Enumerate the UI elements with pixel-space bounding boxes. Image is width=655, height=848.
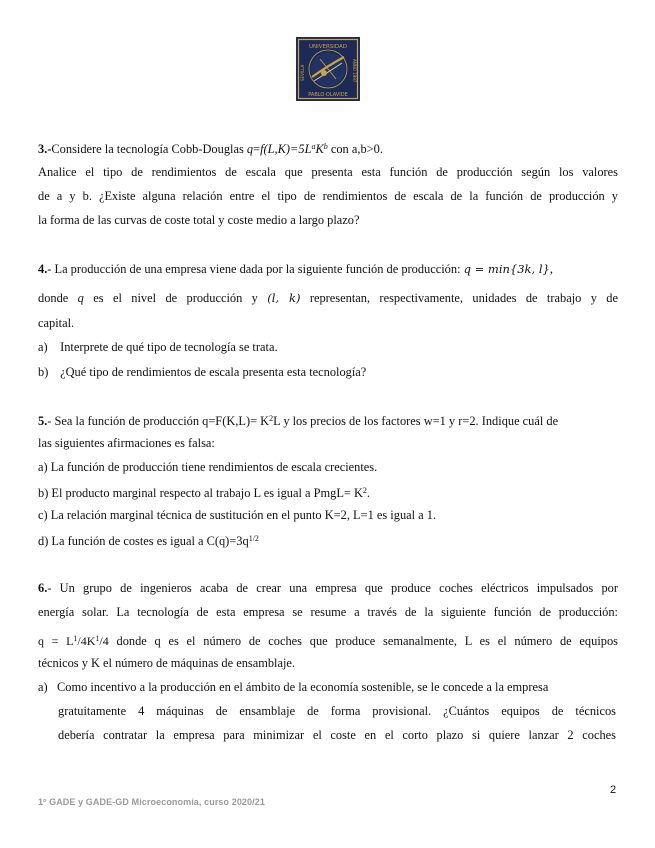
- q5-line2: las siguientes afirmaciones es falsa:: [38, 436, 215, 450]
- q4-line1: 4.- La producción de una empresa viene dada por la siguiente función de producción: q = min{3k, l},: [38, 262, 553, 276]
- q4-number: 4.: [38, 262, 48, 276]
- q4-line3: capital.: [38, 316, 75, 330]
- q4-formula: q = min{3k, l}: [463, 262, 550, 276]
- footer-course-info: 1º GADE y GADE-GD Microeconomía, curso 2020/21: [38, 797, 265, 807]
- q6-item-a-line1: a) Como incentivo a la producción en el ámbito de la economía sostenible, se le concede a la empresa: [38, 680, 549, 694]
- q3-number: 3.-: [38, 142, 52, 156]
- q4-line2: donde q es el nivel de producción y (l, k) representan, respectivamente, unidades de trabajo y de: [38, 291, 618, 305]
- logo-bottom-text: PABLO·OLAVIDE: [308, 92, 348, 98]
- q3-line3: de a y b. ¿Existe alguna relación entre el tipo de rendimientos de escala de la función de producción y: [38, 189, 618, 203]
- q5-option-d: d) La función de costes es igual a $C(q)=3q^{1/2}$: [38, 534, 259, 548]
- q5-option-a: a) La función de producción tiene rendimientos de escala crecientes.: [38, 460, 378, 474]
- q6-formula: $q = L^1/4K^1/4$: [38, 634, 109, 648]
- q4-item-a: a) Interprete de qué tipo de tecnología se trata.: [38, 340, 278, 354]
- q6-line3: $q = L^1/4K^1/4$ donde q es el número de coches que produce semanalmente, L es el número de equipos: [38, 634, 618, 648]
- university-seal-logo: [296, 37, 360, 101]
- logo-left-text: SEVILLA: [300, 64, 305, 81]
- q3-line2: Analice el tipo de rendimientos de escala que presenta esta función de producción según los valores: [38, 165, 618, 179]
- q4-item-b: b) ¿Qué tipo de rendimientos de escala presenta esta tecnología?: [38, 365, 367, 379]
- logo-top-text: UNIVERSIDAD: [308, 44, 348, 50]
- q6-item-a-line3: debería contratar la empresa para minimizar el coste en el corto plazo si quiere lanzar 2 coches: [58, 728, 616, 742]
- q3-line1: 3.-Considere la tecnología Cobb-Douglas $q=f(L,K)=5L^aK^b$ con a,b>0.: [38, 142, 383, 156]
- q6-line4: técnicos y K el número de máquinas de ensamblaje.: [38, 656, 296, 670]
- q6-number: 6.: [38, 581, 48, 595]
- q6-item-a-line2: gratuitamente 4 máquinas de ensamblaje de forma provisional. ¿Cuántos equipos de técnicos: [58, 704, 616, 718]
- q5-option-c: c) La relación marginal técnica de sustitución en el punto K=2, L=1 es igual a 1.: [38, 508, 437, 522]
- q6-line1: 6.- Un grupo de ingenieros acaba de crear una empresa que produce coches eléctricos impulsados por: [38, 581, 618, 595]
- page-number: 2: [610, 784, 617, 796]
- logo-right-text: ANNO 1997: [352, 59, 357, 83]
- q5-number: 5.: [38, 414, 48, 428]
- q5-line1: 5.- Sea la función de producción $q=F(K,L)= K^2L$ y los precios de los factores w=1 y r=2. Indique cuál de: [38, 414, 559, 428]
- q6-line2: energía solar. La tecnología de esta empresa se resume a través de la siguiente función de producción:: [38, 605, 618, 619]
- q5-option-b: b) El producto marginal respecto al trabajo L es igual a PmgL= $K^2$.: [38, 486, 371, 500]
- q3-line4: la forma de las curvas de coste total y coste medio a largo plazo?: [38, 213, 360, 227]
